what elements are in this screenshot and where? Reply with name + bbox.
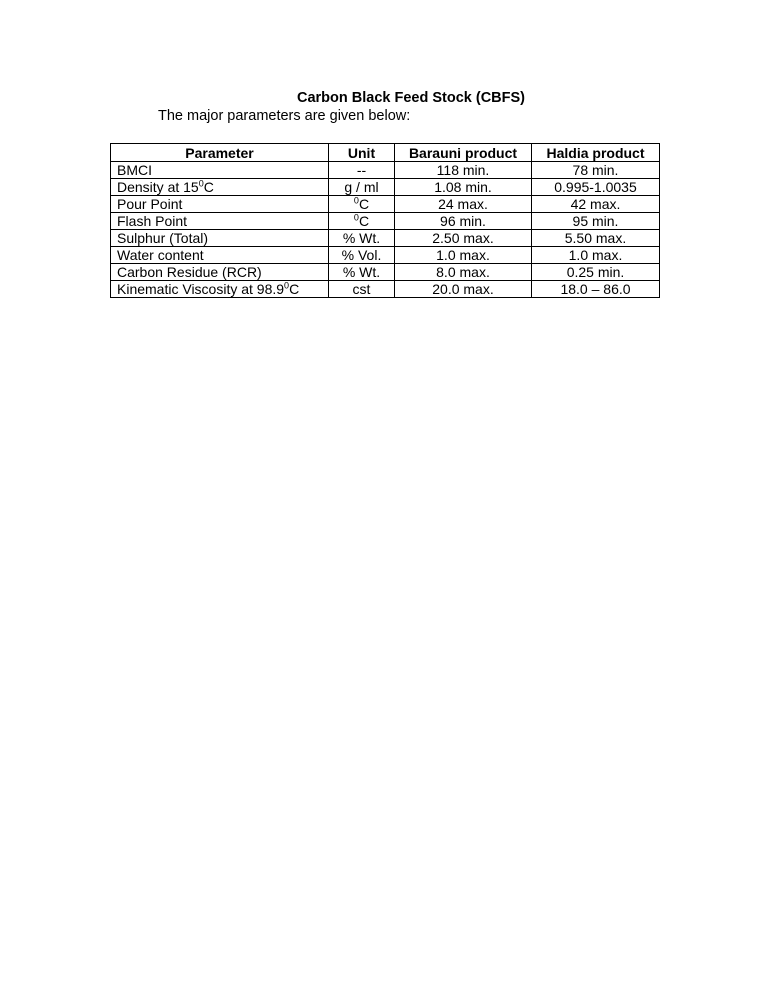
parameter-cell [111, 213, 329, 230]
barauni-value-cell: 2.50 max. [395, 230, 532, 247]
unit-cell [329, 162, 395, 179]
barauni-value-cell: 24 max. [395, 196, 532, 213]
haldia-value-cell: 78 min. [532, 162, 660, 179]
barauni-value-cell: 20.0 max. [395, 281, 532, 298]
haldia-value-cell: 18.0 – 86.0 [532, 281, 660, 298]
haldia-value-cell: 95 min. [532, 213, 660, 230]
unit-cell [329, 230, 395, 247]
header-unit: Unit [329, 144, 395, 162]
unit-cell [329, 179, 395, 196]
unit-cell-suffix: % Vol. [341, 247, 382, 263]
barauni-value-cell: 118 min. [395, 162, 532, 179]
unit-cell-superscript: 0 [353, 195, 359, 206]
parameter-cell [111, 179, 329, 196]
barauni-value-cell: 8.0 max. [395, 264, 532, 281]
unit-cell-suffix: C [358, 196, 370, 212]
parameter-cell [111, 196, 329, 213]
table-row [111, 196, 660, 213]
parameter-cell-text: Pour Point [117, 196, 183, 212]
parameter-cell [111, 247, 329, 264]
unit-cell [329, 264, 395, 281]
parameter-cell-superscript: 0 [284, 280, 290, 291]
haldia-value-cell: 42 max. [532, 196, 660, 213]
unit-cell-suffix: cst [352, 281, 371, 297]
barauni-value-cell: 1.0 max. [395, 247, 532, 264]
unit-cell-suffix: % Wt. [342, 264, 381, 280]
header-parameter: Parameter [111, 144, 329, 162]
header-barauni-product: Barauni product [395, 144, 532, 162]
parameter-cell [111, 264, 329, 281]
parameter-cell-text: BMCI [117, 162, 152, 178]
page-title: Carbon Black Feed Stock (CBFS) [296, 90, 525, 106]
intro-text: The major parameters are given below: [158, 108, 411, 124]
parameter-cell [111, 281, 329, 298]
unit-cell-suffix: -- [356, 162, 367, 178]
barauni-value-cell: 96 min. [395, 213, 532, 230]
haldia-value-cell: 0.25 min. [532, 264, 660, 281]
table-row [111, 230, 660, 247]
parameter-cell-text: Density at 15 [117, 179, 199, 195]
table-row [111, 162, 660, 179]
parameter-cell-suffix: C [203, 179, 214, 195]
unit-cell-suffix: C [358, 213, 370, 229]
parameter-cell [111, 230, 329, 247]
parameter-cell-suffix: C [289, 281, 300, 297]
unit-cell-suffix: g / ml [344, 179, 379, 195]
table-row [111, 213, 660, 230]
parameter-cell-text: Water content [117, 247, 204, 263]
unit-cell [329, 213, 395, 230]
haldia-value-cell: 1.0 max. [532, 247, 660, 264]
barauni-value-cell: 1.08 min. [395, 179, 532, 196]
header-haldia-product: Haldia product [532, 144, 660, 162]
unit-cell [329, 196, 395, 213]
parameter-cell [111, 162, 329, 179]
table-row [111, 179, 660, 196]
table-row [111, 281, 660, 298]
parameter-cell-superscript: 0 [198, 178, 204, 189]
parameter-cell-text: Flash Point [117, 213, 188, 229]
unit-cell-superscript: 0 [353, 212, 359, 223]
unit-cell [329, 247, 395, 264]
parameters-table [110, 143, 660, 298]
haldia-value-cell: 5.50 max. [532, 230, 660, 247]
table-row [111, 264, 660, 281]
unit-cell [329, 281, 395, 298]
table-body [111, 162, 660, 298]
unit-cell-suffix: % Wt. [342, 230, 381, 246]
table-header-row [111, 144, 660, 162]
parameter-cell-text: Kinematic Viscosity at 98.9 [117, 281, 285, 297]
parameter-cell-text: Sulphur (Total) [117, 230, 209, 246]
parameter-cell-text: Carbon Residue (RCR) [117, 264, 262, 280]
haldia-value-cell: 0.995-1.0035 [532, 179, 660, 196]
table-row [111, 247, 660, 264]
